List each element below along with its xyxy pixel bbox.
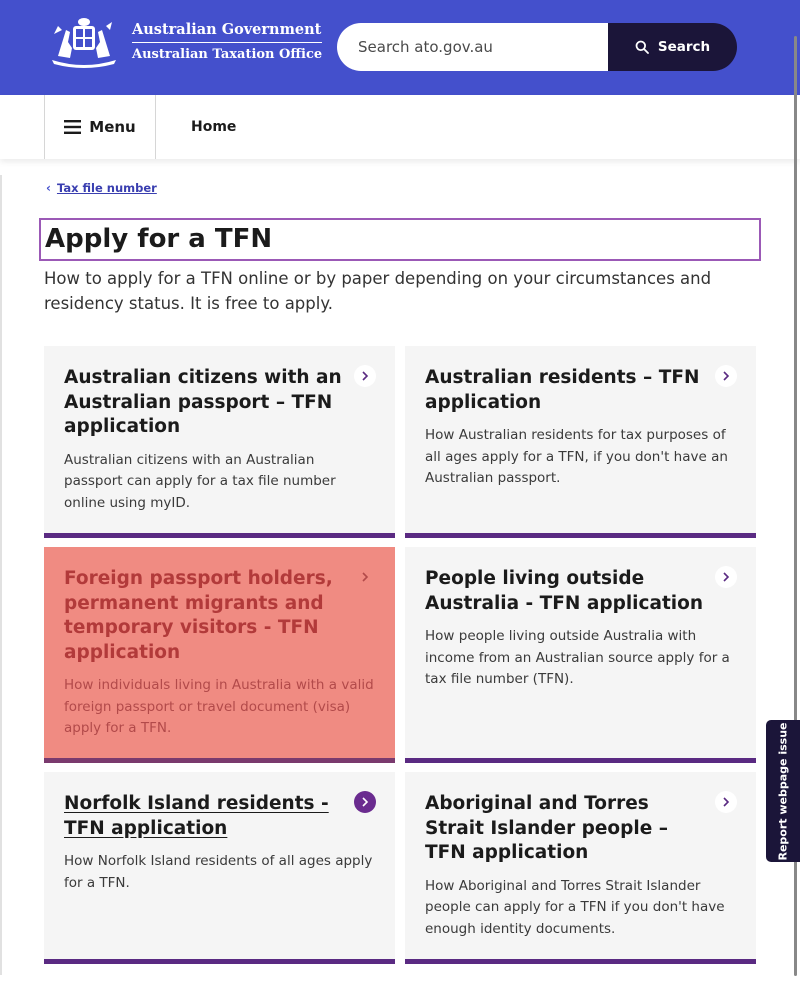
chevron-right-icon	[354, 566, 376, 588]
search-button-label: Search	[657, 39, 711, 55]
card-aboriginal-torres-strait[interactable]	[405, 772, 756, 964]
card-description: How Aboriginal and Torres Strait Islander people can apply for a TFN if you don't have enough identity documents.	[425, 877, 725, 937]
chevron-right-icon	[715, 566, 737, 588]
left-border	[0, 175, 2, 975]
breadcrumb	[46, 181, 157, 195]
card-description: How Australian residents for tax purposes of all ages apply for a TFN, if you don't have an Australian passport.	[425, 427, 728, 486]
logo-ato-text: Australian Taxation Office	[132, 46, 323, 62]
card-title: Aboriginal and Torres Strait Islander people – TFN application	[425, 793, 668, 863]
card-foreign-passport-holders[interactable]	[44, 547, 395, 763]
search-bar	[337, 23, 737, 71]
menu-label: Menu	[89, 118, 136, 136]
card-title: Australian residents – TFN application	[425, 367, 700, 413]
chevron-right-icon	[715, 365, 737, 387]
card-australian-citizens[interactable]	[44, 346, 395, 538]
hamburger-icon	[64, 120, 81, 134]
card-description: How Norfolk Island residents of all ages apply for a TFN.	[64, 853, 373, 891]
nav-home-link[interactable]: Home	[191, 119, 237, 135]
chevron-left-icon: ‹	[46, 181, 51, 195]
card-norfolk-island-residents[interactable]	[44, 772, 395, 964]
card-title: People living outside Australia - TFN application	[425, 568, 704, 614]
chevron-right-icon	[715, 791, 737, 813]
menu-button[interactable]	[44, 95, 156, 159]
page-intro: How to apply for a TFN online or by paper depending on your circumstances and residency status. It is free to apply.	[44, 269, 712, 313]
card-title: Norfolk Island residents - TFN application	[64, 793, 329, 839]
coat-of-arms-icon	[44, 12, 124, 70]
chevron-right-icon	[354, 365, 376, 387]
card-title: Foreign passport holders, permanent migrants and temporary visitors - TFN application	[64, 568, 333, 663]
breadcrumb-parent-link[interactable]: Tax file number	[56, 181, 157, 195]
search-button[interactable]	[608, 23, 737, 71]
card-people-outside-australia[interactable]	[405, 547, 756, 763]
ato-logo[interactable]	[44, 12, 323, 70]
card-title: Australian citizens with an Australian passport – TFN application	[64, 367, 342, 437]
report-tab-label: Report webpage issue	[776, 722, 790, 860]
card-description: How people living outside Australia with income from an Australian source apply for a tax file number (TFN).	[425, 628, 730, 687]
search-input[interactable]	[337, 23, 608, 71]
nav-bar	[0, 95, 800, 159]
chevron-right-icon	[354, 791, 376, 813]
card-australian-residents[interactable]	[405, 346, 756, 538]
logo-government-text: Australian Government	[132, 21, 322, 43]
page-title: Apply for a TFN	[39, 218, 761, 261]
search-icon	[635, 40, 649, 54]
report-webpage-issue-tab[interactable]	[766, 720, 800, 862]
card-description: Australian citizens with an Australian passport can apply for a tax file number online using myID.	[64, 451, 336, 511]
site-header	[0, 0, 800, 95]
card-description: How individuals living in Australia with a valid foreign passport or travel document (visa) apply for a TFN.	[64, 677, 374, 736]
